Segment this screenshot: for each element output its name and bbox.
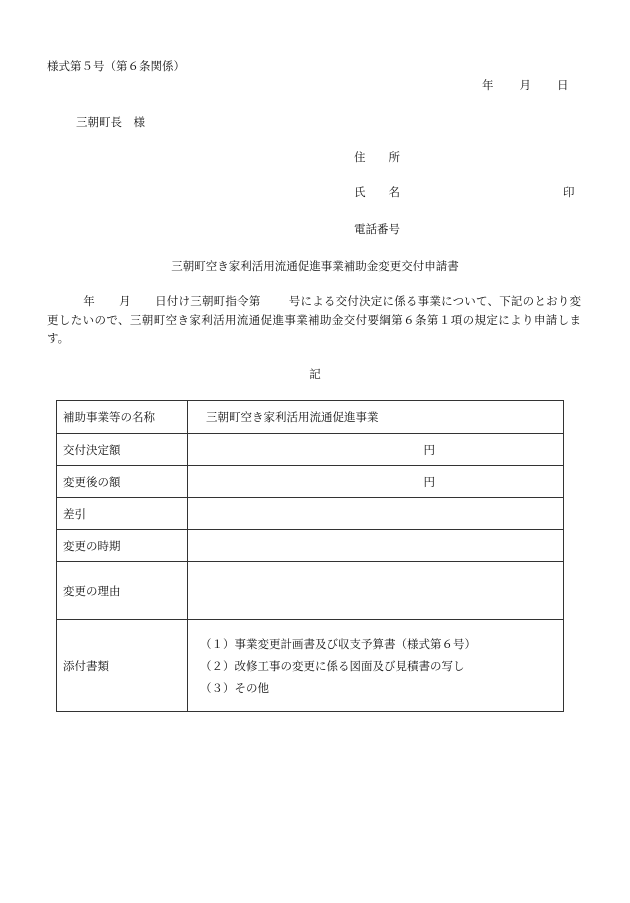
ki-heading: 記 [309, 367, 321, 381]
table-row [57, 562, 564, 620]
table-row [57, 530, 564, 562]
body-text: 号による交付決定に係る事業について、下記のとおり変更したいので、三朝町空き家利活用流通促進事業補助金交付要綱第６条第１項の規定により申請します。 [47, 294, 582, 345]
seal-mark: 印 [563, 185, 575, 199]
date-month: 月 [519, 78, 531, 92]
name-label: 氏 名 [354, 185, 400, 199]
table-row [57, 498, 564, 530]
change-timing-value[interactable] [188, 530, 564, 562]
decided-amount-unit: 円 [423, 442, 435, 457]
table-row [57, 434, 564, 466]
difference-value[interactable] [188, 498, 564, 530]
date-line [482, 78, 569, 92]
decided-amount-value[interactable] [188, 434, 564, 466]
phone-label: 電話番号 [354, 222, 400, 236]
date-year: 年 [482, 78, 494, 92]
change-reason-label: 変更の理由 [57, 562, 188, 620]
decided-amount-label: 交付決定額 [57, 434, 188, 466]
attachment-item: （３）その他 [200, 680, 269, 695]
project-name-label: 補助事業等の名称 [57, 401, 188, 434]
document-title: 三朝町空き家利活用流通促進事業補助金変更交付申請書 [171, 259, 459, 273]
attachments-list [188, 620, 564, 712]
changed-amount-value[interactable] [188, 466, 564, 498]
project-name-value[interactable]: 三朝町空き家利活用流通促進事業 [188, 401, 564, 434]
body-paragraph [47, 292, 581, 348]
table-row [57, 401, 564, 434]
body-year: 年 [83, 294, 95, 308]
application-table [56, 400, 564, 712]
addressee: 三朝町長 様 [76, 115, 145, 129]
table-row [57, 620, 564, 712]
change-timing-label: 変更の時期 [57, 530, 188, 562]
address-label: 住 所 [354, 150, 400, 164]
form-number: 様式第５号（第６条関係） [47, 59, 185, 73]
table-row [57, 466, 564, 498]
date-day: 日 [557, 78, 569, 92]
attachment-item: （２）改修工事の変更に係る図面及び見積書の写し [200, 658, 465, 673]
attachments-label: 添付書類 [57, 620, 188, 712]
difference-label: 差引 [57, 498, 188, 530]
body-day-prefix: 日付け三朝町指令第 [154, 294, 261, 308]
change-reason-value[interactable] [188, 562, 564, 620]
body-month: 月 [118, 294, 131, 308]
attachment-item: （１）事業変更計画書及び収支予算書（様式第６号） [200, 636, 476, 651]
changed-amount-label: 変更後の額 [57, 466, 188, 498]
changed-amount-unit: 円 [423, 474, 435, 489]
